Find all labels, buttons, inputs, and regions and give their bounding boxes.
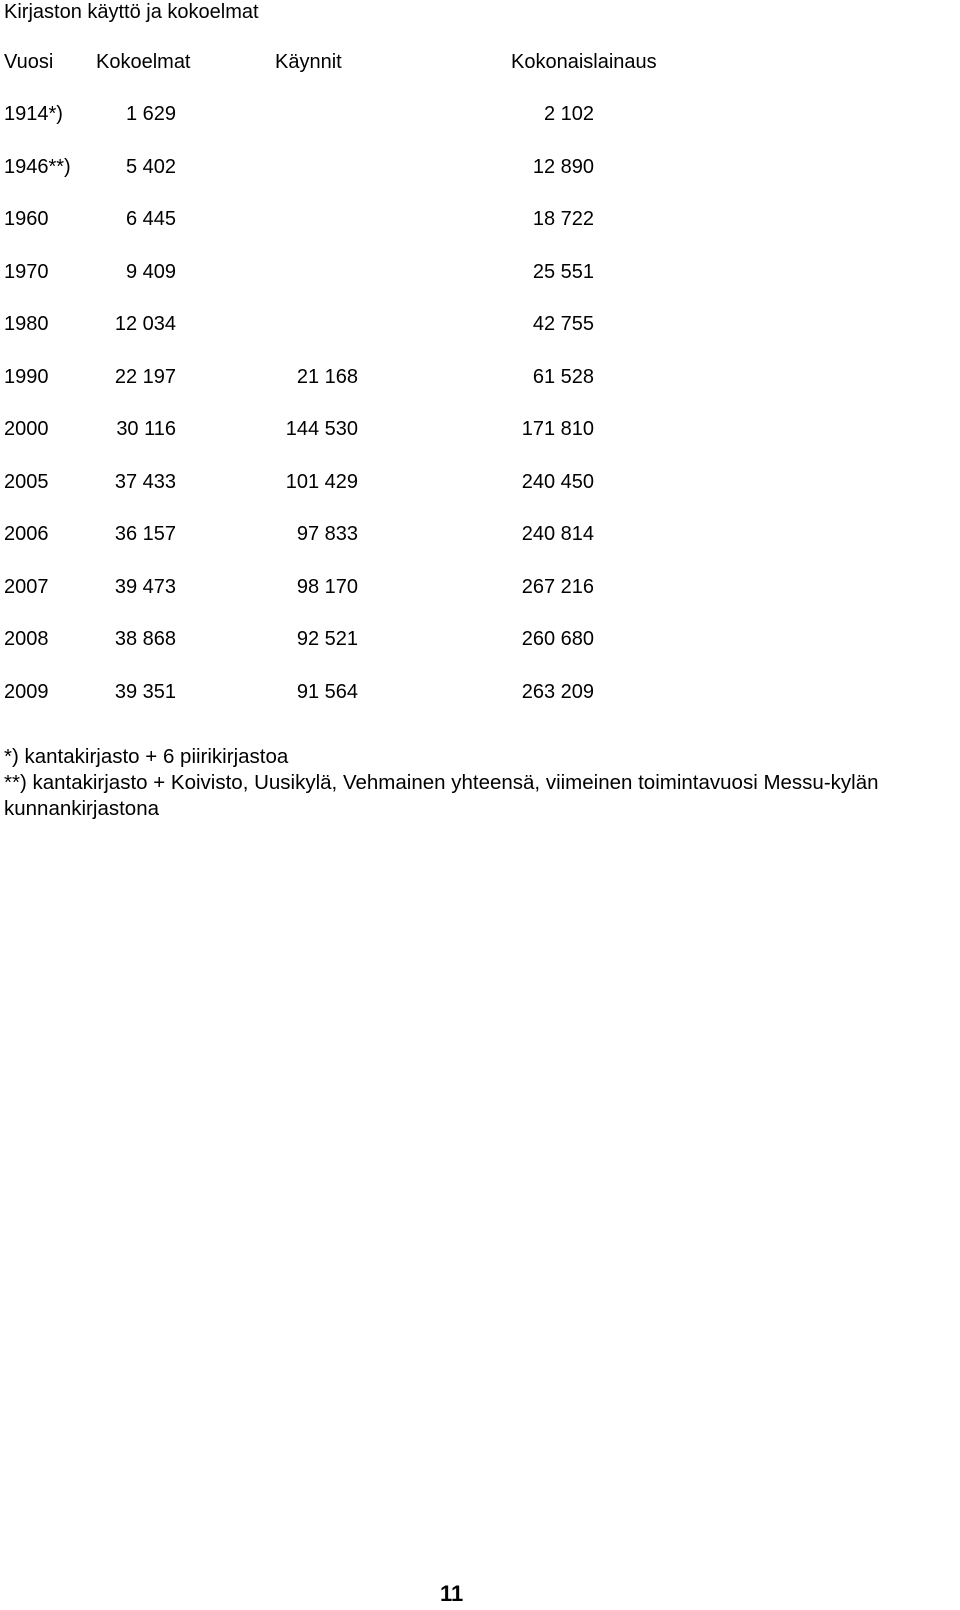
page-number: 11 [440,1581,464,1606]
table-row [0,365,960,389]
cell-kokoelmat: 39 473 [114,575,176,598]
cell-kokonaislainaus: 171 810 [521,418,594,440]
cell-year: 2005 [4,470,49,493]
cell-kaynnit: 92 521 [296,628,358,650]
cell-kokoelmat: 9 409 [125,260,176,283]
page-title: Kirjaston käyttö ja kokoelmat [4,1,259,23]
footnote-2: **) kantakirjasto + Koivisto, Uusikylä, Vehmainen yhteensä, viimeinen toimintavuosi Messu-kylän kunnankirjastona [4,771,879,820]
cell-kaynnit: 98 170 [296,575,358,598]
cell-kokonaislainaus: 42 755 [532,313,594,335]
cell-kokonaislainaus: 240 450 [521,470,594,493]
table-row [0,102,960,126]
footnotes [4,744,956,822]
cell-kokonaislainaus: 61 528 [532,365,594,388]
cell-kokoelmat: 39 351 [114,680,176,703]
footnote-1: *) kantakirjasto + 6 piirikirjastoa [4,745,289,768]
cell-kokoelmat: 22 197 [114,365,176,388]
cell-kaynnit: 21 168 [296,365,358,388]
column-header-kokoelmat: Kokoelmat [96,51,191,73]
cell-year: 2008 [4,628,49,650]
cell-year: 1970 [4,260,49,283]
column-header-vuosi: Vuosi [4,51,54,73]
table-header [0,50,960,74]
cell-kokoelmat: 5 402 [125,155,176,178]
cell-year: 1946**) [4,155,71,178]
cell-year: 2006 [4,523,49,545]
table-row [0,627,960,651]
cell-kokonaislainaus: 18 722 [532,208,594,230]
cell-kokoelmat: 6 445 [125,208,176,230]
cell-kokonaislainaus: 267 216 [521,575,594,598]
column-header-kokonaislainaus: Kokonaislainaus [511,51,657,73]
table-row [0,312,960,336]
cell-year: 2009 [4,680,49,703]
cell-kokoelmat: 12 034 [114,313,176,335]
table-row [0,260,960,284]
table-row [0,470,960,494]
cell-year: 1914*) [4,103,63,125]
cell-year: 1990 [4,365,49,388]
table-row [0,522,960,546]
table-row [0,417,960,441]
table-row [0,155,960,179]
cell-kokoelmat: 37 433 [114,470,176,493]
cell-kokonaislainaus: 2 102 [543,103,594,125]
cell-year: 1980 [4,313,49,335]
cell-kaynnit: 101 429 [285,470,358,493]
cell-kokonaislainaus: 260 680 [521,628,594,650]
cell-kaynnit: 91 564 [296,680,358,703]
cell-kokonaislainaus: 240 814 [521,523,594,545]
table-row [0,680,960,704]
cell-year: 2000 [4,418,49,440]
cell-kokoelmat: 38 868 [114,628,176,650]
cell-year: 2007 [4,575,49,598]
table-row [0,575,960,599]
cell-kokoelmat: 30 116 [116,418,176,440]
column-header-kaynnit: Käynnit [275,51,342,73]
cell-kaynnit: 144 530 [285,418,358,440]
cell-kokonaislainaus: 25 551 [532,260,594,283]
table-row [0,207,960,231]
cell-kokoelmat: 1 629 [125,103,176,125]
cell-year: 1960 [4,208,49,230]
cell-kokoelmat: 36 157 [114,523,176,545]
cell-kokonaislainaus: 263 209 [521,680,594,703]
cell-kokonaislainaus: 12 890 [532,155,594,178]
cell-kaynnit: 97 833 [296,523,358,545]
